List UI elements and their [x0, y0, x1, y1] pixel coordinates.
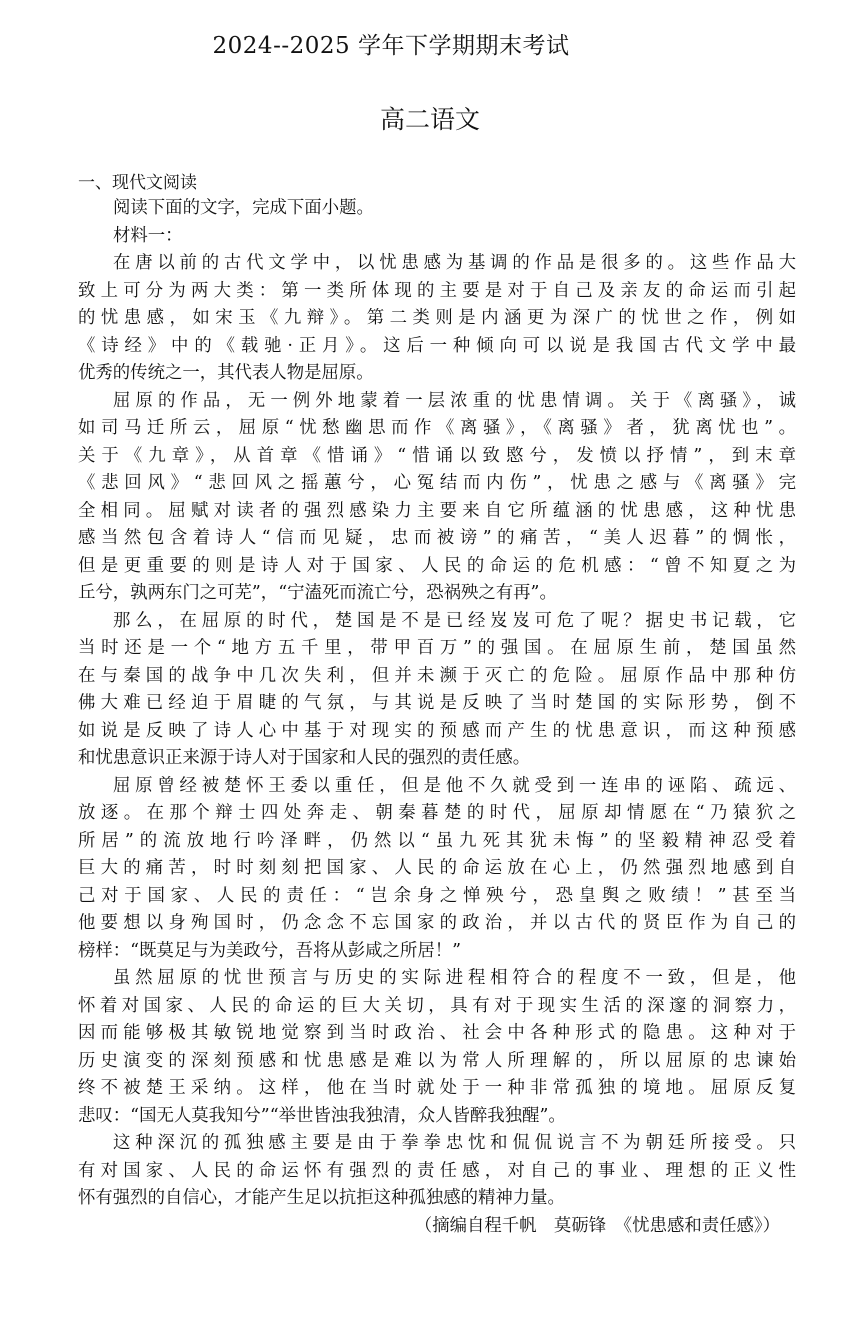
source-citation: （摘编自程千帆 莫砺锋 《忧患感和责任感》）: [414, 1215, 780, 1236]
passage-line: 怀有强烈的自信心，才能产生足以抗拒这种孤独感的精神力量。: [78, 1188, 565, 1208]
passage-line: 在唐以前的古代文学中，以忧患感为基调的作品是很多的。这些作品大: [113, 253, 796, 273]
passage-line: 屈原曾经被楚怀王委以重任，但是他不久就受到一连串的诬陷、疏远、: [113, 775, 796, 796]
passage-line: 因而能够极其敏锐地觉察到当时政治、社会中各种形式的隐患。这种对于: [78, 1023, 796, 1043]
passage-line: 终不被楚王采纳。这样，他在当时就处于一种非常孤独的境地。屈原反复: [78, 1078, 796, 1098]
passage-line: 《悲回风》“悲回风之摇蕙兮，心冤结而内伤”，忧患之感与《离骚》完: [78, 473, 796, 493]
passage-line: 丘兮，孰两东门之可芜”，“宁溘死而流亡兮，恐祸殃之有再”。: [78, 583, 557, 603]
passage-line: 怀着对国家、人民的命运的巨大关切，具有对于现实生活的深邃的洞察力，: [78, 995, 796, 1016]
passage-line: 但是更重要的则是诗人对于国家、人民的命运的危机感：“曾不知夏之为: [78, 555, 796, 576]
passage-line: 如司马迁所云，屈原“忧愁幽思而作《离骚》，《离骚》者，犹离忧也”。: [78, 418, 796, 438]
exam-title: 2024--2025 学年下学期期末考试: [212, 33, 570, 59]
passage-line: 全相同。屈赋对读者的强烈感染力主要来自它所蕴涵的忧患感，这种忧患: [78, 500, 796, 521]
instruction-line: 阅读下面的文字，完成下面小题。: [113, 198, 374, 218]
passage-line: 那么，在屈原的时代，楚国是不是已经岌岌可危了呢？据史书记载，它: [113, 610, 796, 631]
passage-line: 佛大难已经迫于眉睫的气氛，与其说是反映了当时楚国的实际形势，倒不: [78, 693, 796, 713]
passage-line: 他要想以身殉国时，仍念念不忘国家的政治，并以古代的贤臣作为自己的: [78, 913, 796, 933]
reading-passage: [78, 195, 796, 1240]
passage-line: 当时还是一个“地方五千里，带甲百万”的强国。在屈原生前，楚国虽然: [78, 638, 796, 658]
passage-line: 历史演变的深刻预感和忧患感是难以为常人所理解的，所以屈原的忠谏始: [78, 1050, 796, 1071]
passage-line: 《诗经》中的《载驰·正月》。这后一种倾向可以说是我国古代文学中最: [78, 335, 796, 356]
passage-line: 优秀的传统之一，其代表人物是屈原。: [78, 363, 374, 383]
passage-line: 有对国家、人民的命运怀有强烈的责任感，对自己的事业、理想的正义性: [78, 1160, 796, 1181]
subject-title: 高二语文: [379, 105, 480, 134]
passage-line: 致上可分为两大类：第一类所体现的主要是对于自己及亲友的命运而引起: [78, 280, 796, 301]
passage-line: 屈原的作品，无一例外地蒙着一层浓重的忧患情调。关于《离骚》，诚: [113, 390, 796, 411]
passage-line: 如说是反映了诗人心中基于对现实的预感而产生的忧患意识，而这种预感: [78, 720, 796, 741]
passage-line: 所居”的流放地行吟泽畔，仍然以“虽九死其犹未悔”的坚毅精神忍受着: [78, 830, 796, 851]
passage-line: 己对于国家、人民的责任：“岂余身之惮殃兮，恐皇舆之败绩！”甚至当: [78, 885, 796, 906]
material-label: 材料一：: [113, 225, 183, 246]
section-heading: 一、现代文阅读: [78, 173, 197, 193]
passage-line: 的忧患感，如宋玉《九辩》。第二类则是内涵更为深广的忧世之作，例如: [78, 308, 796, 328]
passage-line: 悲叹：“国无人莫我知兮”“举世皆浊我独清，众人皆醉我独醒”。: [78, 1105, 566, 1126]
passage-line: 虽然屈原的忧世预言与历史的实际进程相符合的程度不一致，但是，他: [113, 968, 796, 988]
passage-line: 在与秦国的战争中几次失利，但并未濒于灭亡的危险。屈原作品中那种仿: [78, 665, 796, 686]
passage-line: 这种深沉的孤独感主要是由于拳拳忠忱和侃侃说言不为朝廷所接受。只: [113, 1133, 796, 1153]
passage-line: 关于《九章》，从首章《惜诵》“惜诵以致愍兮，发愤以抒情”，到末章: [78, 445, 796, 466]
passage-line: 和忧患意识正来源于诗人对于国家和人民的强烈的责任感。: [78, 748, 531, 768]
passage-line: 放逐。在那个辩士四处奔走、朝秦暮楚的时代，屈原却情愿在“乃猿狖之: [78, 803, 796, 823]
passage-line: 感当然包含着诗人“信而见疑，忠而被谤”的痛苦，“美人迟暮”的惆怅，: [78, 528, 796, 548]
passage-line: 巨大的痛苦，时时刻刻把国家、人民的命运放在心上，仍然强烈地感到自: [78, 858, 796, 878]
passage-line: 榜样：“既莫足与为美政兮，吾将从彭咸之所居！”: [78, 940, 461, 961]
